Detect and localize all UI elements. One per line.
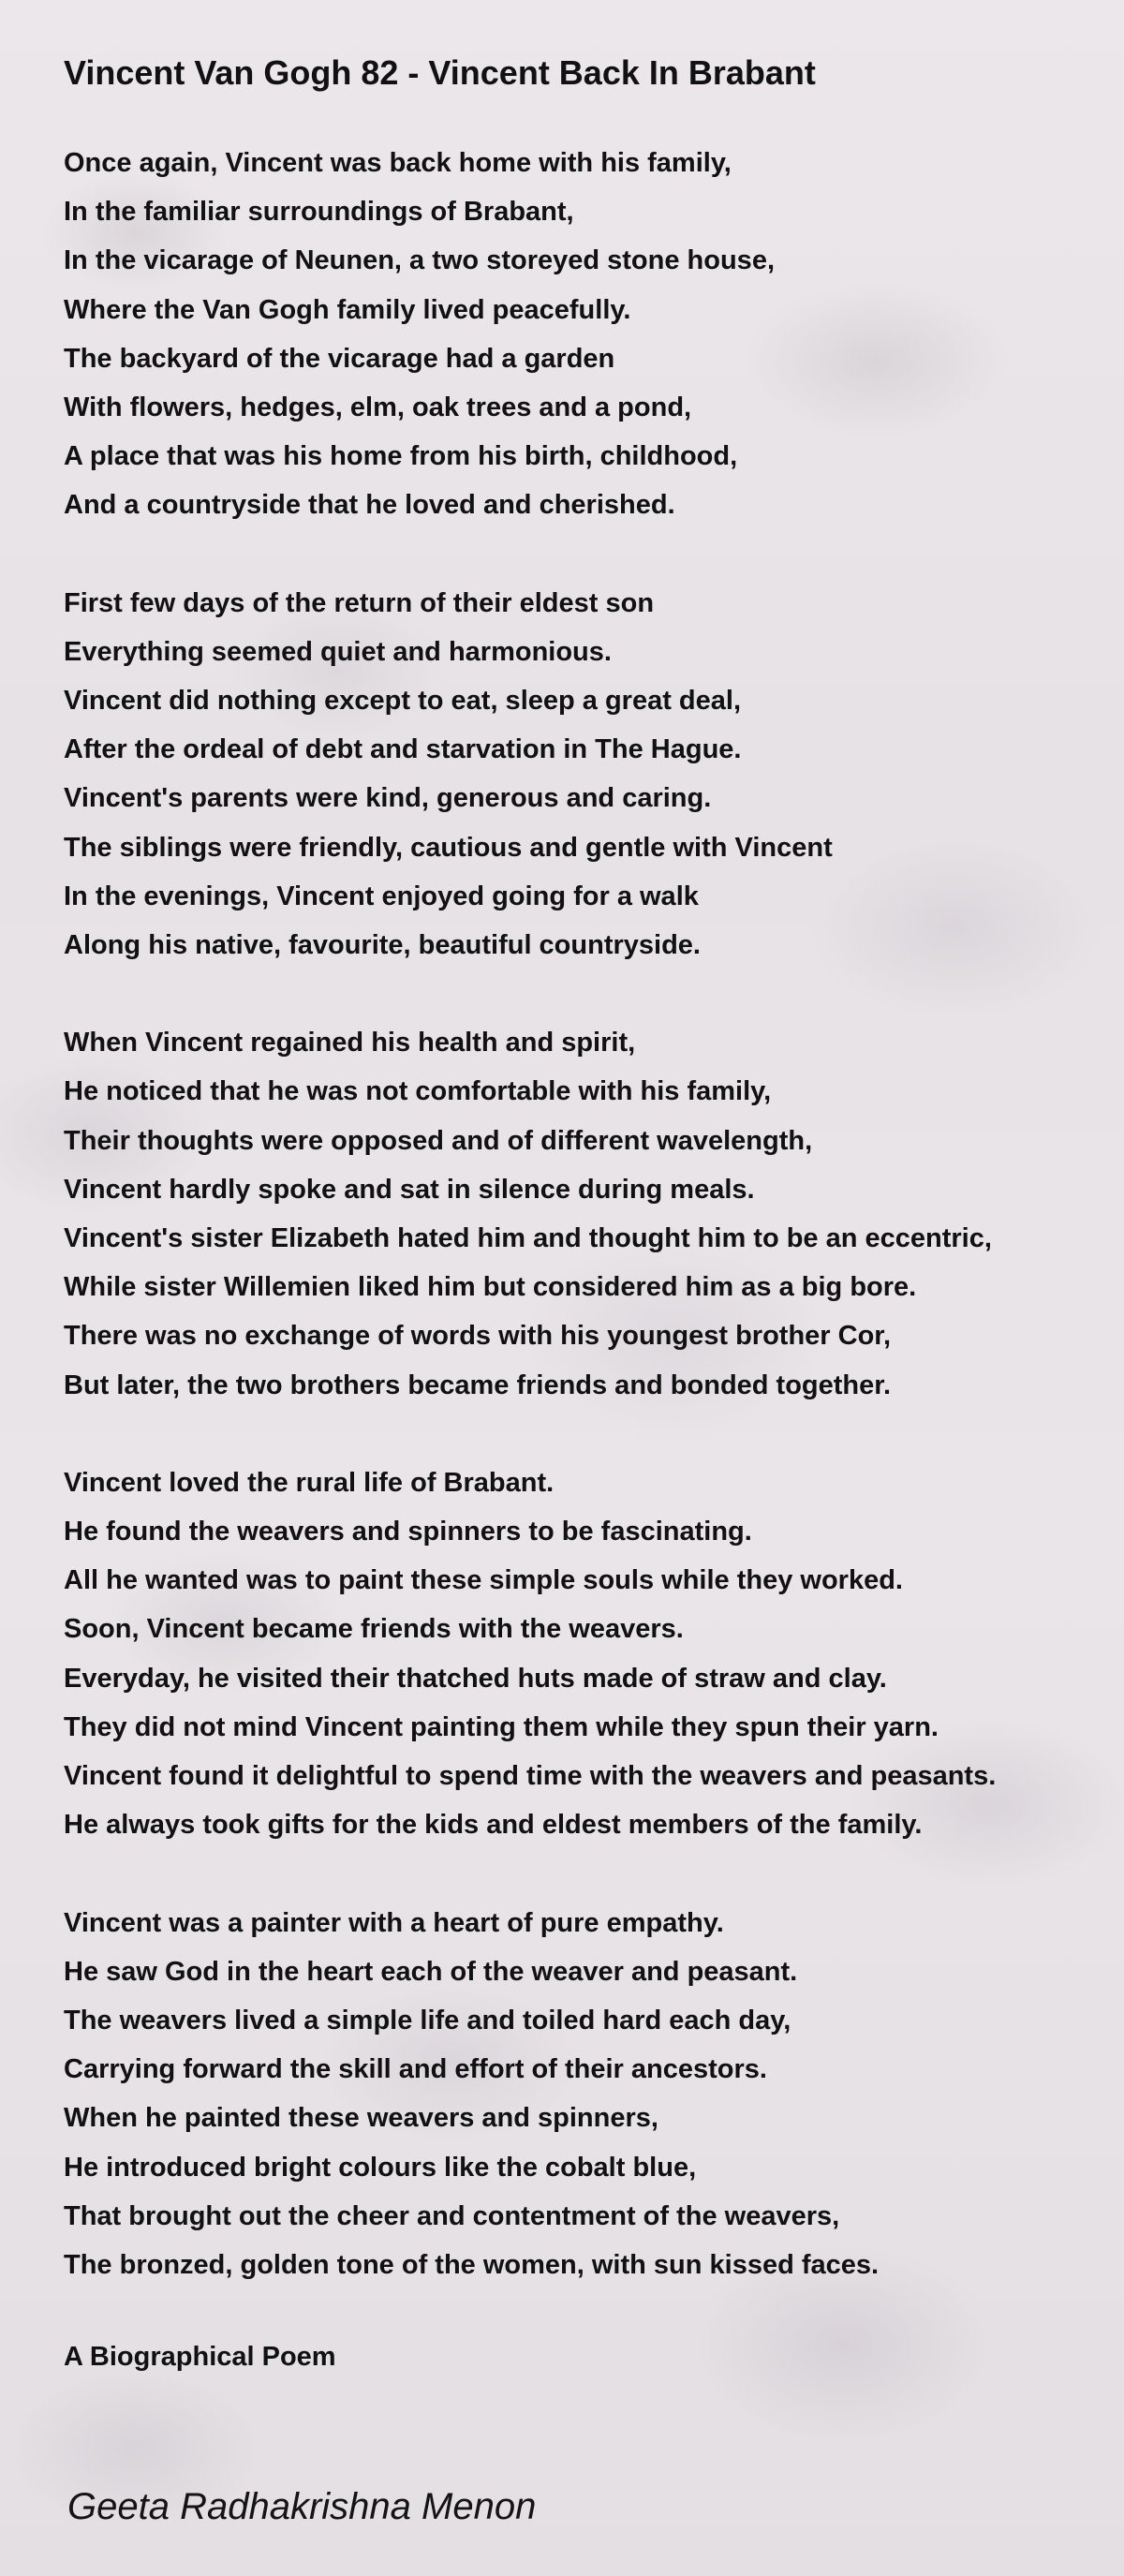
poem-line: Along his native, favourite, beautiful countryside.: [64, 930, 701, 961]
stanza-4: [64, 1458, 1117, 1850]
poem-line: Vincent loved the rural life of Brabant.: [64, 1467, 555, 1498]
poem-line: The backyard of the vicarage had a garden: [64, 343, 615, 374]
poem-line: Everything seemed quiet and harmonious.: [64, 636, 612, 667]
poem-line: Carrying forward the skill and effort of their ancestors.: [64, 2054, 767, 2085]
poem-body: [64, 139, 1117, 2338]
author-signature: Geeta Radhakrishna Menon: [67, 2486, 537, 2527]
stanza-3: [64, 1018, 1117, 1410]
poem-title: Vincent Van Gogh 82 - Vincent Back In Brabant: [64, 53, 816, 92]
poem-line: Soon, Vincent became friends with the weavers.: [64, 1614, 684, 1645]
poem-line: Their thoughts were opposed and of different wavelength,: [64, 1125, 813, 1156]
poem-line: The weavers lived a simple life and toiled hard each day,: [64, 2005, 791, 2036]
poem-line: First few days of the return of their eldest son: [64, 587, 655, 618]
poem-line: A place that was his home from his birth, childhood,: [64, 441, 738, 472]
poem-line: There was no exchange of words with his youngest brother Cor,: [64, 1321, 892, 1352]
poem-line: Vincent's parents were kind, generous and caring.: [64, 783, 712, 814]
poem-line: When Vincent regained his health and spirit,: [64, 1028, 636, 1059]
poem-line: All he wanted was to paint these simple souls while they worked.: [64, 1565, 903, 1596]
poem-line: After the ordeal of debt and starvation in The Hague.: [64, 734, 742, 765]
poem-line: Vincent found it delightful to spend time with the weavers and peasants.: [64, 1761, 997, 1792]
poem-line: Where the Van Gogh family lived peacefully.: [64, 294, 631, 325]
poem-line: He always took gifts for the kids and eldest members of the family.: [64, 1810, 923, 1841]
poem-line: He noticed that he was not comfortable with his family,: [64, 1076, 772, 1107]
poem-line: In the familiar surroundings of Brabant,: [64, 197, 574, 228]
poem-line: The siblings were friendly, cautious and gentle with Vincent: [64, 832, 833, 863]
poem-line: Vincent's sister Elizabeth hated him and thought him to be an eccentric,: [64, 1223, 992, 1254]
poem-line: But later, the two brothers became friends and bonded together.: [64, 1369, 892, 1400]
poem-line: And a countryside that he loved and cherished.: [64, 490, 675, 521]
poem-line: With flowers, hedges, elm, oak trees and a pond,: [64, 392, 692, 423]
poem-note: A Biographical Poem: [64, 2342, 336, 2372]
poem-line: They did not mind Vincent painting them while they spun their yarn.: [64, 1711, 939, 1742]
poem-line: Vincent did nothing except to eat, sleep a great deal,: [64, 686, 742, 717]
poem-line: He introduced bright colours like the cobalt blue,: [64, 2152, 697, 2183]
poem-line: He saw God in the heart each of the weaver and peasant.: [64, 1956, 798, 1987]
poem-line: The bronzed, golden tone of the women, with sun kissed faces.: [64, 2249, 880, 2280]
stanza-2: [64, 579, 1117, 970]
poem-line: Vincent was a painter with a heart of pure empathy.: [64, 1907, 724, 1938]
poem-line: He found the weavers and spinners to be fascinating.: [64, 1517, 752, 1547]
poem-line: In the evenings, Vincent enjoyed going for a walk: [64, 881, 699, 911]
poem-line: When he painted these weavers and spinners,: [64, 2103, 658, 2134]
stanza-1: [64, 139, 1117, 530]
poem-line: Once again, Vincent was back home with his family,: [64, 148, 732, 178]
poem-line: While sister Willemien liked him but considered him as a big bore.: [64, 1272, 917, 1303]
poem-line: Vincent hardly spoke and sat in silence during meals.: [64, 1174, 755, 1205]
stanza-5: [64, 1899, 1117, 2290]
poem-line: That brought out the cheer and contentment of the weavers,: [64, 2200, 840, 2231]
poem-line: Everyday, he visited their thatched huts made of straw and clay.: [64, 1663, 887, 1694]
poem-line: In the vicarage of Neunen, a two storeyed stone house,: [64, 245, 775, 276]
